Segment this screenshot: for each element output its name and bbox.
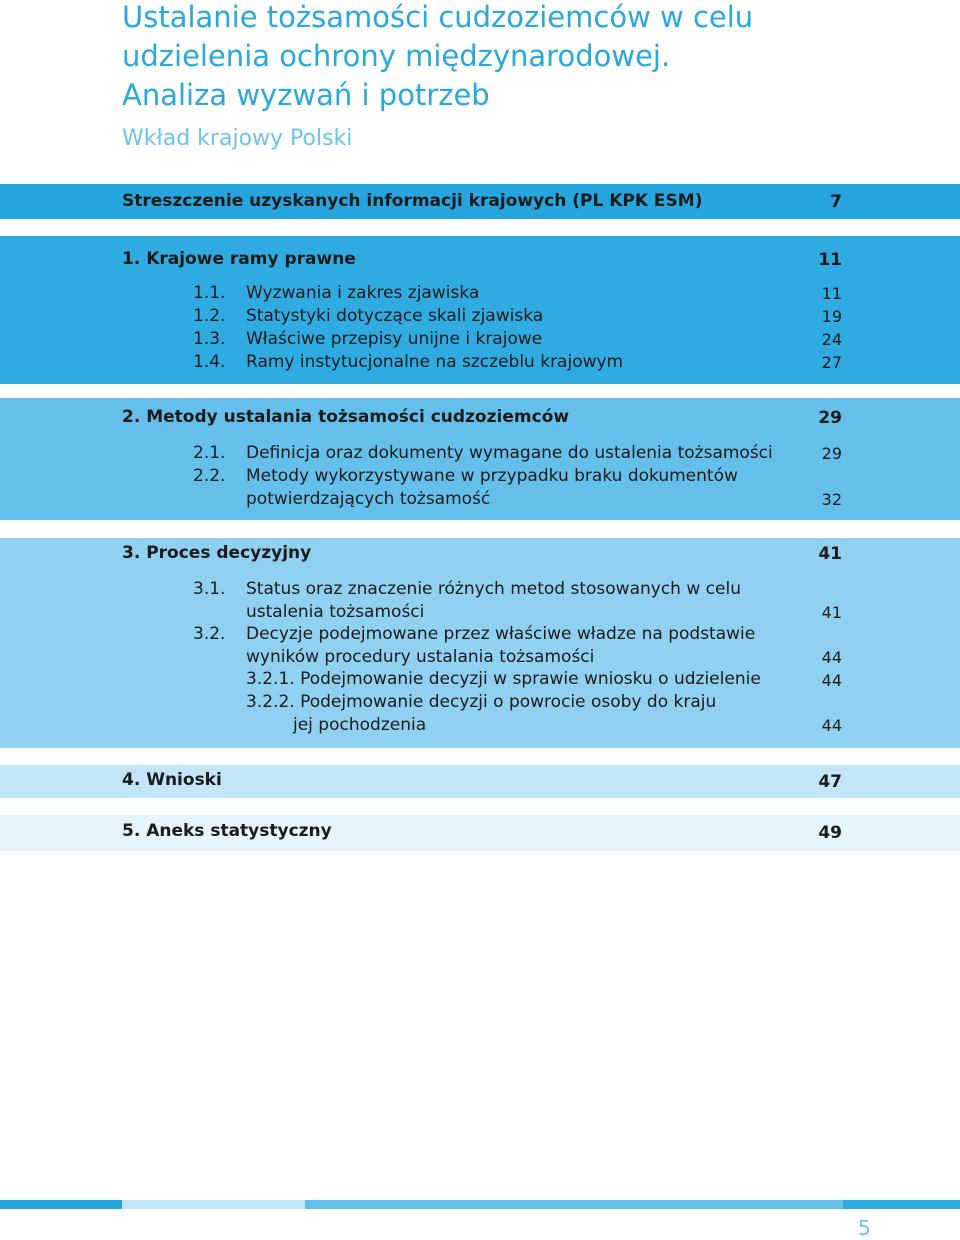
toc-item-label[interactable]: Właściwe przepisy unijne i krajowe <box>246 329 543 349</box>
toc-item-label[interactable]: Statystyki dotyczące skali zjawiska <box>246 306 544 326</box>
toc-subitem-page: 44 <box>821 716 842 735</box>
toc-subitem-label-continued[interactable]: jej pochodzenia <box>293 715 427 735</box>
toc-item-number: 3.1. <box>193 579 226 599</box>
footer-color-bar <box>0 1200 122 1209</box>
title-line-3: Analiza wyzwań i potrzeb <box>122 78 490 112</box>
toc-subitem-label[interactable]: 3.2.1. Podejmowanie decyzji w sprawie wniosku o udzielenie <box>246 669 761 689</box>
toc-section-2-page: 29 <box>818 408 842 428</box>
toc-summary-page: 7 <box>830 192 842 212</box>
toc-item-label-continued[interactable]: wyników procedury ustalania tożsamości <box>246 647 595 667</box>
toc-item-page: 32 <box>821 490 842 509</box>
toc-section-5-label[interactable]: 5. Aneks statystyczny <box>122 821 332 841</box>
toc-item-label[interactable]: Decyzje podejmowane przez właściwe władze na podstawie <box>246 624 756 644</box>
toc-section-5-page: 49 <box>818 823 842 843</box>
title-line-1: Ustalanie tożsamości cudzoziemców w celu <box>122 0 754 34</box>
toc-item-page: 29 <box>821 444 842 463</box>
toc-item-number: 1.1. <box>193 283 226 303</box>
toc-item-number: 1.2. <box>193 306 226 326</box>
toc-item-label[interactable]: Definicja oraz dokumenty wymagane do ustalenia tożsamości <box>246 443 773 463</box>
footer-color-bar <box>122 1200 305 1209</box>
page-number: 5 <box>858 1216 871 1240</box>
toc-item-number: 2.1. <box>193 443 226 463</box>
toc-item-page: 41 <box>821 603 842 622</box>
document-title <box>122 0 922 115</box>
toc-item-label-continued[interactable]: potwierdzających tożsamość <box>246 489 491 509</box>
title-line-2: udzielenia ochrony międzynarodowej. <box>122 39 671 73</box>
toc-subitem-page: 44 <box>821 671 842 690</box>
toc-summary-label[interactable]: Streszczenie uzyskanych informacji krajowych (PL KPK ESM) <box>122 191 703 211</box>
toc-item-label-continued[interactable]: ustalenia tożsamości <box>246 602 425 622</box>
toc-section-3-page: 41 <box>818 544 842 564</box>
document-subtitle: Wkład krajowy Polski <box>122 126 353 151</box>
toc-item-page: 11 <box>821 284 842 303</box>
toc-section-4-label[interactable]: 4. Wnioski <box>122 770 222 790</box>
footer-color-bar <box>305 1200 843 1209</box>
toc-section-3-label[interactable]: 3. Proces decyzyjny <box>122 543 312 563</box>
toc-subitem-label[interactable]: 3.2.2. Podejmowanie decyzji o powrocie osoby do kraju <box>246 692 717 712</box>
footer-color-bar <box>843 1200 960 1209</box>
toc-item-label[interactable]: Metody wykorzystywane w przypadku braku dokumentów <box>246 466 738 486</box>
toc-item-page: 27 <box>821 353 842 372</box>
toc-item-page: 44 <box>821 648 842 667</box>
toc-section-4-page: 47 <box>818 772 842 792</box>
toc-item-page: 19 <box>821 307 842 326</box>
toc-item-label[interactable]: Status oraz znaczenie różnych metod stosowanych w celu <box>246 579 741 599</box>
toc-section-1-label[interactable]: 1. Krajowe ramy prawne <box>122 249 356 269</box>
toc-item-number: 2.2. <box>193 466 226 486</box>
toc-item-number: 1.3. <box>193 329 226 349</box>
toc-item-page: 24 <box>821 330 842 349</box>
toc-item-number: 3.2. <box>193 624 226 644</box>
toc-section-2-label[interactable]: 2. Metody ustalania tożsamości cudzoziemców <box>122 407 570 427</box>
toc-section-1-page: 11 <box>818 250 842 270</box>
toc-item-label[interactable]: Ramy instytucjonalne na szczeblu krajowym <box>246 352 624 372</box>
toc-item-number: 1.4. <box>193 352 226 372</box>
toc-item-label[interactable]: Wyzwania i zakres zjawiska <box>246 283 480 303</box>
